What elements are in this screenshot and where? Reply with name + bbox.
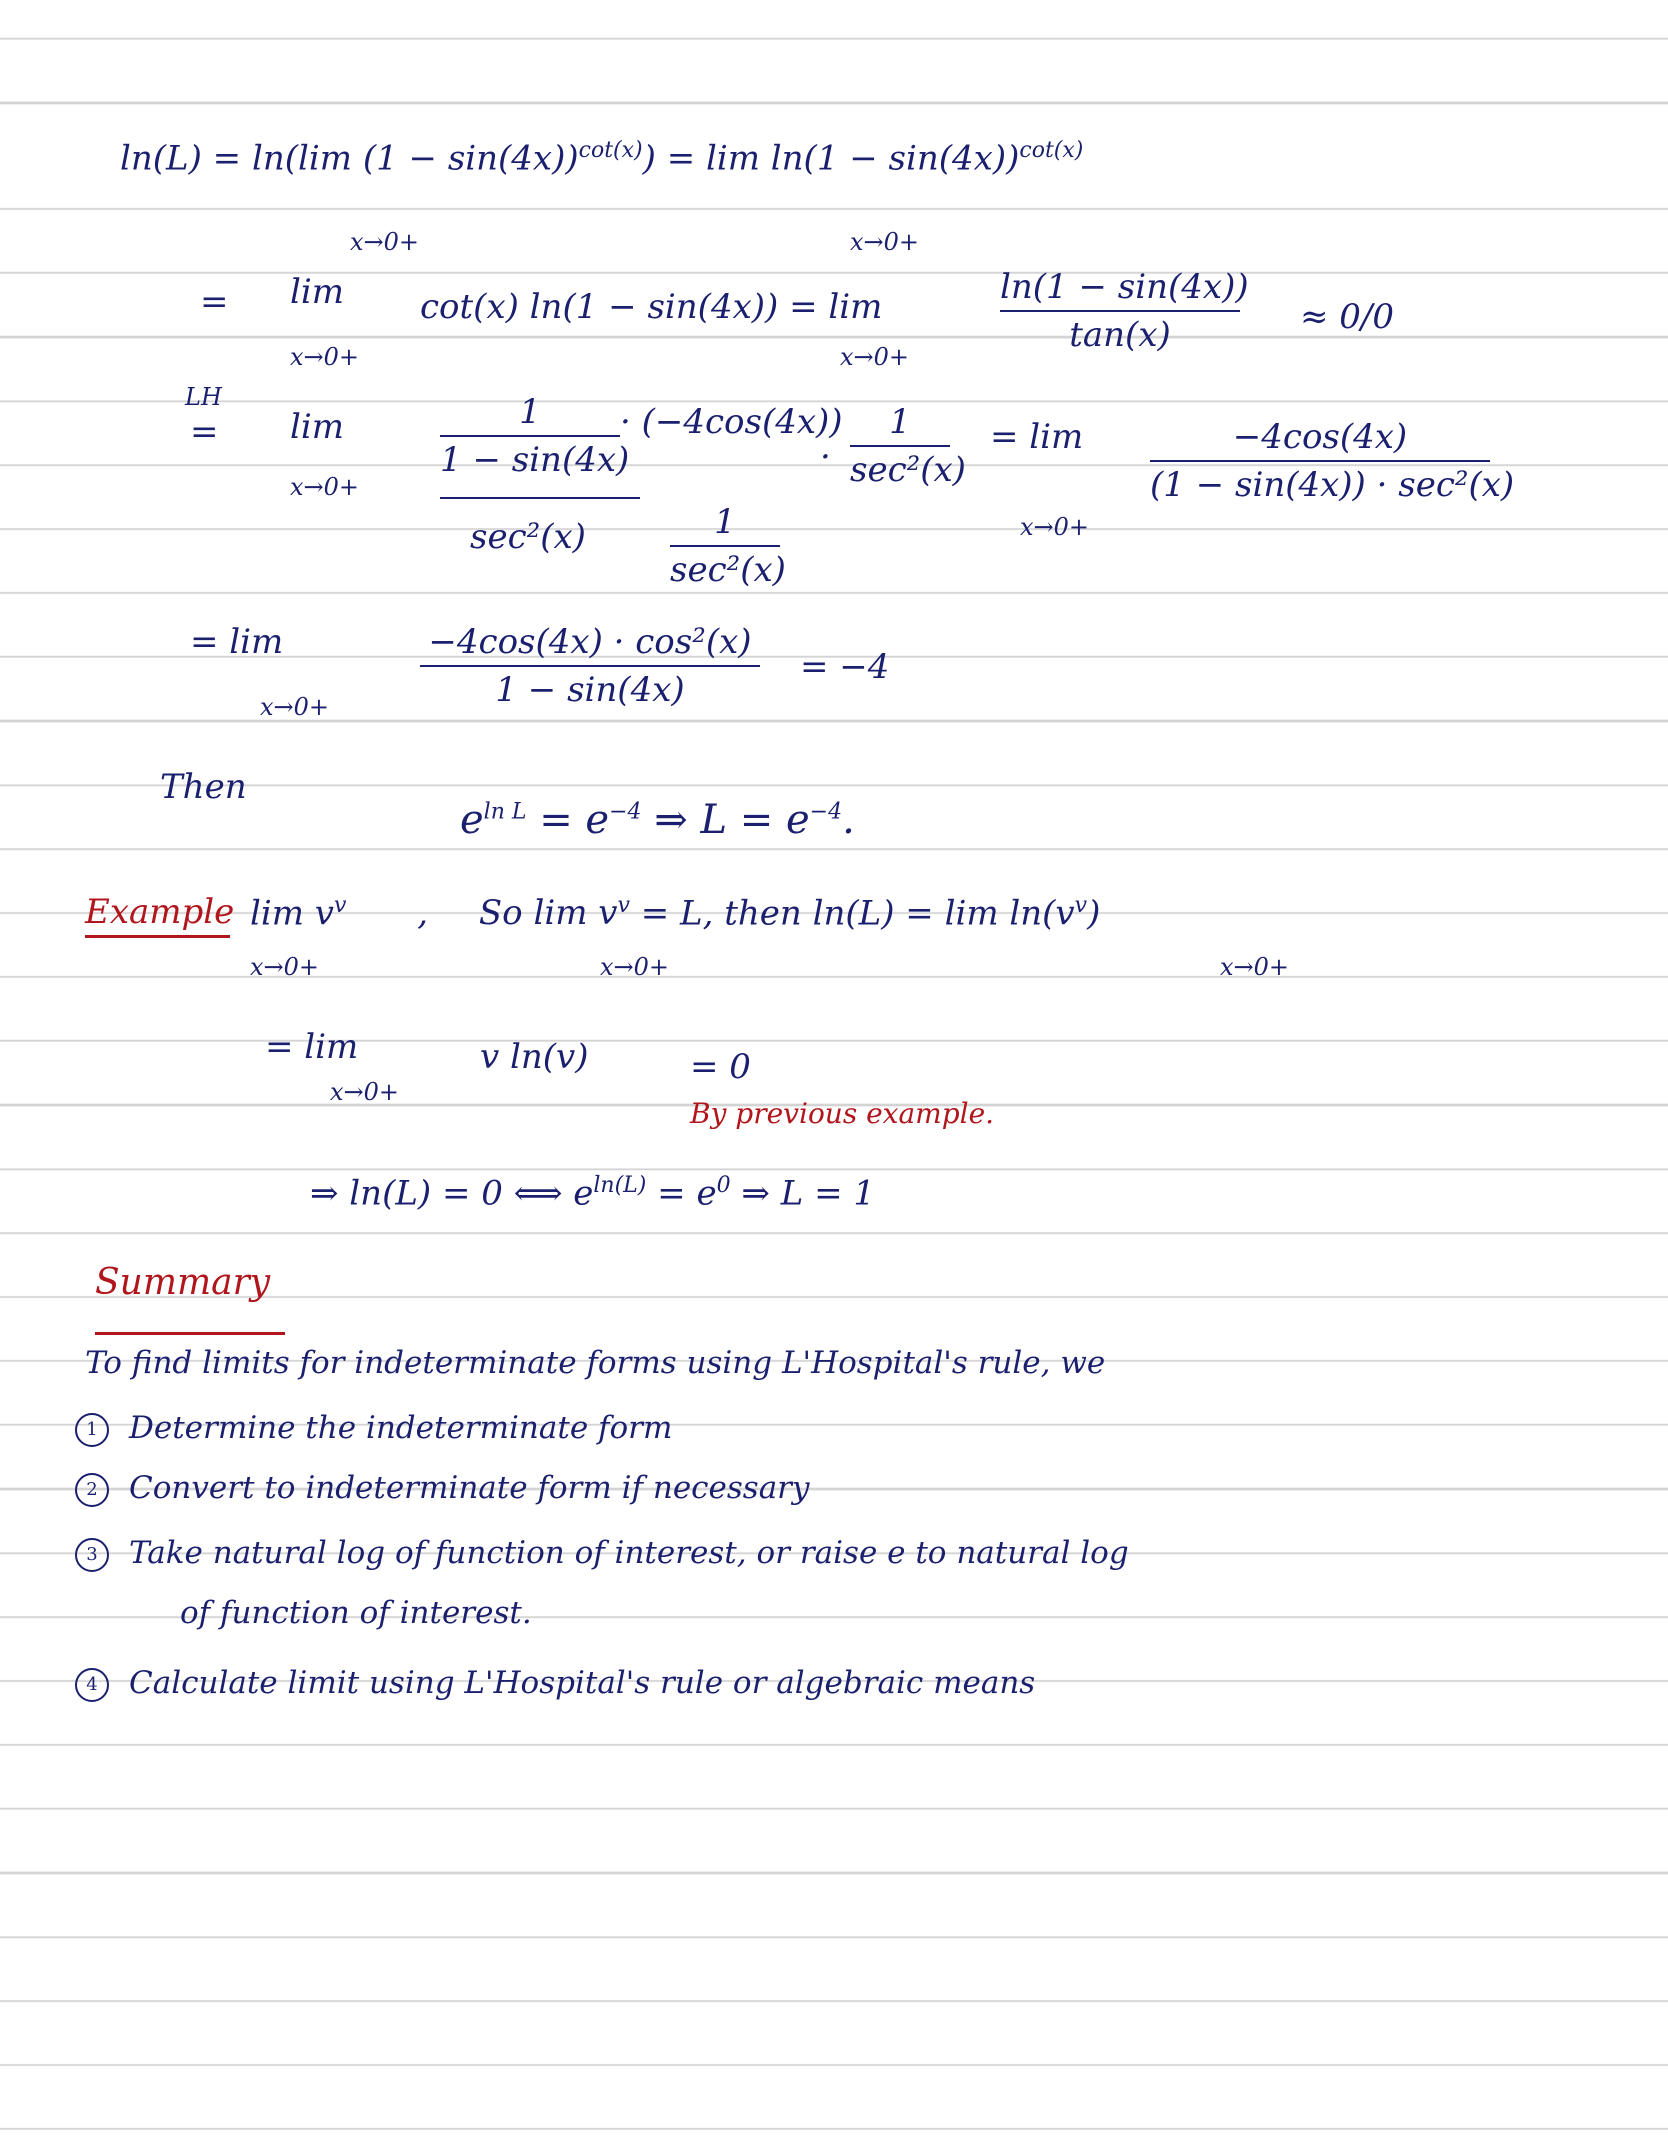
line4-sub: x→0+ — [260, 693, 330, 721]
line3-eq: = — [190, 412, 219, 452]
example-line2-sub: x→0+ — [330, 1078, 400, 1106]
line3-f2-denominator: sec²(x) — [850, 450, 966, 490]
line1-lhs-exponent: cot(x) — [578, 138, 643, 163]
example-lim: lim v — [250, 893, 335, 934]
example-exp1: v — [334, 893, 347, 918]
lh-label: LH — [185, 383, 222, 411]
example-close: ) — [1087, 893, 1101, 934]
line2-body: cot(x) ln(1 − sin(4x)) = lim — [420, 287, 883, 327]
line2-sub2: x→0+ — [840, 343, 910, 371]
line4-denominator: 1 − sin(4x) — [495, 670, 685, 710]
example-line3-mid: = e — [646, 1173, 717, 1214]
step-number-badge: 1 — [75, 1413, 109, 1447]
line3-eq2: = lim — [990, 417, 1084, 457]
line2-numerator: ln(1 − sin(4x)) — [1000, 267, 1249, 307]
example-sub3: x→0+ — [1220, 953, 1290, 981]
fraction-bar — [1000, 310, 1240, 312]
line2-denominator: tan(x) — [1069, 315, 1171, 355]
example-note: By previous example. — [690, 1097, 995, 1130]
then-mid: = e — [526, 797, 610, 843]
line1-rhs-exponent: cot(x) — [1019, 138, 1084, 163]
example-line3-text: ⇒ ln(L) = 0 ⟺ e — [310, 1173, 594, 1214]
line4-numerator: −4cos(4x) · cos²(x) — [428, 622, 752, 662]
line2-eq: = — [200, 282, 229, 322]
fraction-bar — [670, 545, 780, 547]
line3-mult: · (−4cos(4x)) — [620, 402, 843, 442]
summary-intro: To find limits for indeterminate forms using L'Hospital's rule, we — [85, 1345, 1106, 1381]
line4-eq: = lim — [190, 622, 284, 662]
line3-sub: x→0+ — [290, 473, 360, 501]
summary-step-3-continued: of function of interest. — [180, 1595, 532, 1631]
fraction-bar — [440, 435, 620, 437]
summary-step-2 — [75, 1470, 810, 1507]
line3-result-fraction — [1150, 417, 1515, 505]
line4-result: = −4 — [800, 647, 890, 687]
example-line3-exp1: ln(L) — [593, 1173, 647, 1198]
line3-f3-denominator: sec²(x) — [670, 550, 786, 590]
line3-big-denominator: sec²(x) — [470, 517, 586, 557]
line2-form: ≈ 0/0 — [1300, 297, 1395, 337]
example-line2-result: = 0 — [690, 1047, 751, 1087]
summary-title: Summary — [95, 1262, 271, 1303]
line3-result-denominator: (1 − sin(4x)) · sec²(x) — [1150, 465, 1515, 505]
line4-fraction — [420, 622, 760, 710]
example-text2: = L, then ln(L) = lim ln(v — [629, 893, 1075, 934]
summary-step-text: Calculate limit using L'Hospital's rule or algebraic means — [129, 1665, 1036, 1701]
example-line1 — [250, 893, 1101, 934]
line2-sub: x→0+ — [290, 343, 360, 371]
summary-underline — [95, 1332, 285, 1335]
line3-sub2: x→0+ — [1020, 513, 1090, 541]
example-line3 — [310, 1173, 876, 1214]
line2-lim: lim — [290, 272, 344, 312]
line3-f3-fraction — [670, 502, 786, 590]
summary-step-text: Determine the indeterminate form — [129, 1410, 673, 1446]
step-number-badge: 3 — [75, 1538, 109, 1572]
example-line3-exp2: 0 — [716, 1173, 731, 1198]
example-underline — [85, 935, 230, 938]
example-label: Example — [85, 892, 235, 932]
summary-step-text: Take natural log of function of interest, or raise e to natural log — [129, 1535, 1129, 1571]
line3-f3-numerator: 1 — [714, 502, 736, 542]
line1-lhs-close: ) = lim ln(1 − sin(4x)) — [642, 138, 1020, 179]
fraction-bar — [1150, 460, 1490, 462]
example-exp3: v — [1074, 893, 1088, 918]
line3-inner-fraction — [440, 392, 630, 480]
then-tail: ⇒ L = e — [641, 797, 810, 843]
line3-f1-denominator: 1 − sin(4x) — [440, 440, 630, 480]
summary-step-text: Convert to indeterminate form if necessary — [129, 1470, 810, 1506]
fraction-bar — [420, 665, 760, 667]
then-exp2: −4 — [609, 799, 642, 825]
then-label: Then — [160, 767, 247, 807]
summary-step-4 — [75, 1665, 1035, 1702]
line1-lhs: ln(L) = ln(lim (1 − sin(4x)) — [120, 138, 579, 179]
example-text: So lim v — [478, 893, 618, 934]
summary-step-1 — [75, 1410, 672, 1447]
example-exp2: v — [617, 893, 630, 918]
example-line2-body: v ln(v) — [480, 1037, 589, 1077]
step-number-badge: 4 — [75, 1668, 109, 1702]
line1-sub2: x→0+ — [850, 228, 920, 256]
line3-f2-fraction — [850, 402, 966, 490]
then-exp1: ln L — [483, 799, 527, 825]
then-exp3: −4 — [809, 799, 843, 825]
line3-dot: · — [820, 437, 831, 477]
example-sub: x→0+ — [250, 953, 320, 981]
example-sub2: x→0+ — [600, 953, 670, 981]
line1 — [120, 138, 1084, 179]
summary-step-3 — [75, 1535, 1129, 1572]
line3-f2-numerator: 1 — [889, 402, 911, 442]
line3-result-numerator: −4cos(4x) — [1232, 417, 1408, 457]
then-e: e — [460, 797, 484, 843]
step-number-badge: 2 — [75, 1473, 109, 1507]
then-expression — [460, 797, 855, 843]
line3-f1-numerator: 1 — [519, 392, 541, 432]
then-end: . — [842, 797, 855, 843]
example-line3-tail: ⇒ L = 1 — [730, 1173, 876, 1214]
example-comma: , — [417, 893, 429, 934]
line3-lim: lim — [290, 407, 344, 447]
fraction-bar — [850, 445, 950, 447]
line2-fraction — [1000, 267, 1249, 355]
example-line2-eq: = lim — [265, 1027, 359, 1067]
line1-sub: x→0+ — [350, 228, 420, 256]
line3-big-bar — [440, 497, 640, 499]
